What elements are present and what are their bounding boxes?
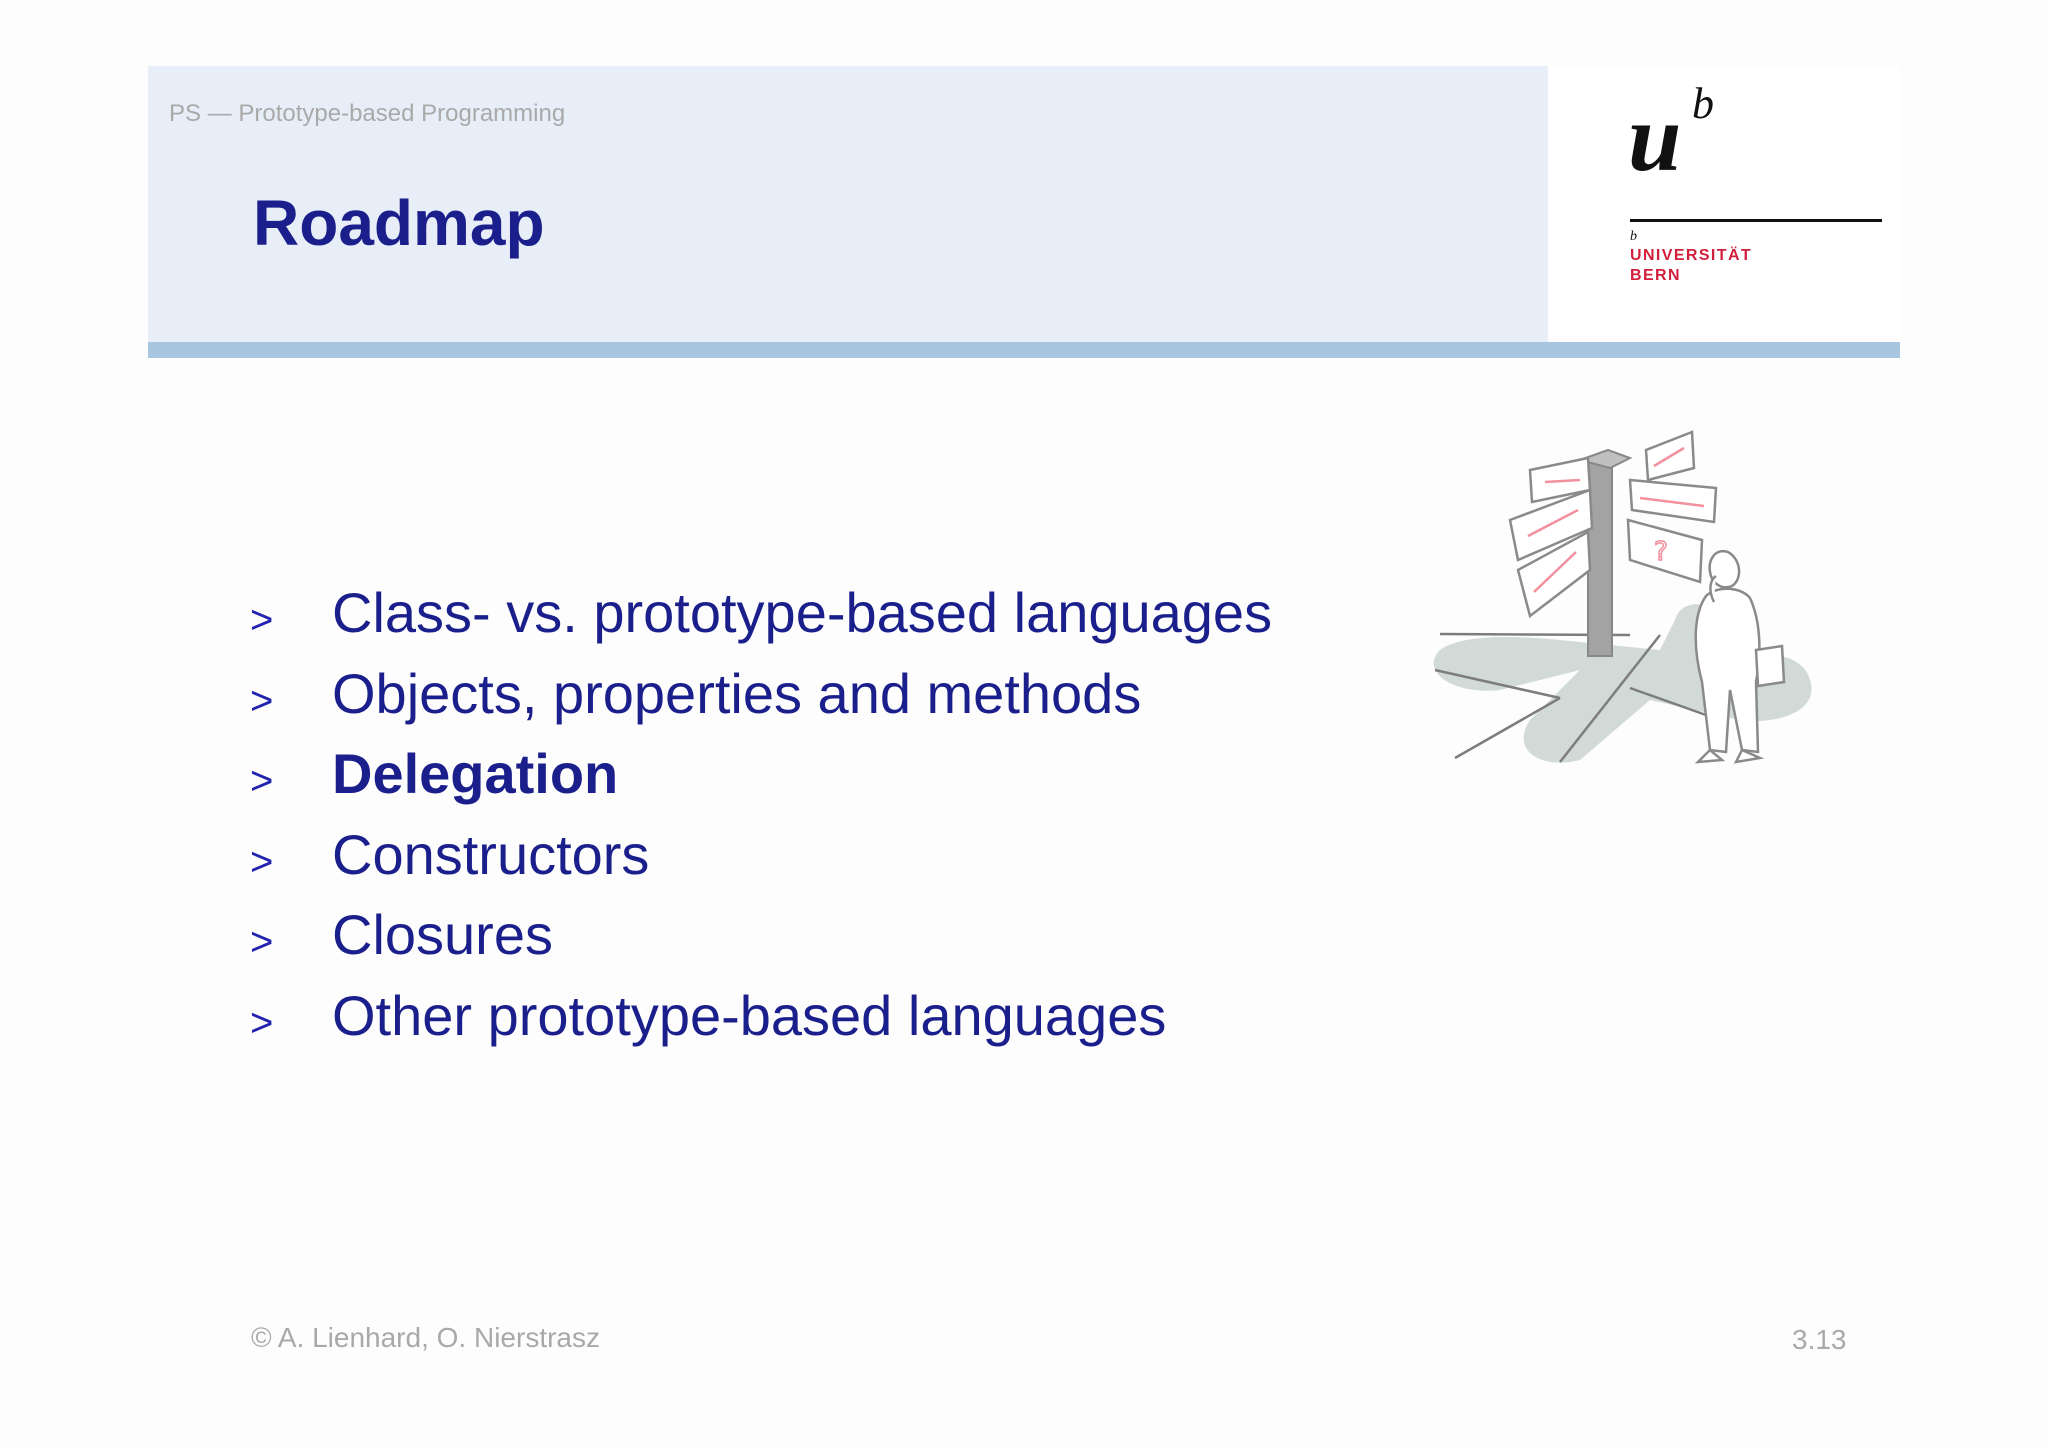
bullet-marker: > [250,1000,274,1045]
roadmap-item [250,975,1350,1056]
page-title: Roadmap [253,187,545,259]
roadmap-item [250,894,1350,975]
logo-u-letter: u [1628,84,1682,188]
svg-text:?: ? [1654,537,1668,567]
bullet-marker: > [250,678,274,723]
roadmap-item-label: Objects, properties and methods [332,661,1142,725]
course-title: PS — Prototype-based Programming [169,100,566,127]
logo-small-b: b [1630,229,1637,244]
logo-wordmark-line1: UNIVERSITÄT [1630,247,1753,264]
bullet-marker: > [250,920,274,964]
page-number: 3.13 [1792,1324,1847,1355]
roadmap-item-label: Delegation [332,742,619,805]
logo-wordmark-line2: BERN [1630,267,1681,284]
bullet-marker: > [250,598,274,642]
header-rule [148,342,1900,358]
footer-copyright: © A. Lienhard, O. Nierstrasz [251,1322,600,1353]
roadmap-item [250,653,1350,734]
logo-rule [1630,219,1882,222]
roadmap-item-label: Other prototype-based languages [332,983,1167,1047]
university-logo-icon [1628,78,1728,188]
roadmap-item-label: Closures [332,903,553,966]
roadmap-item-label: Class- vs. prototype-based languages [332,581,1273,644]
bullet-marker: > [250,839,274,884]
roadmap-item [250,572,1350,653]
bullet-marker: > [250,759,274,803]
logo-wordmark [1630,246,1752,286]
roadmap-item-label: Constructors [332,822,650,886]
logo-b-letter: b [1692,79,1714,128]
roadmap-list [250,572,1350,1055]
signpost-person-icon [1410,420,1830,800]
roadmap-item-current [250,733,1350,814]
roadmap-item [250,814,1350,895]
